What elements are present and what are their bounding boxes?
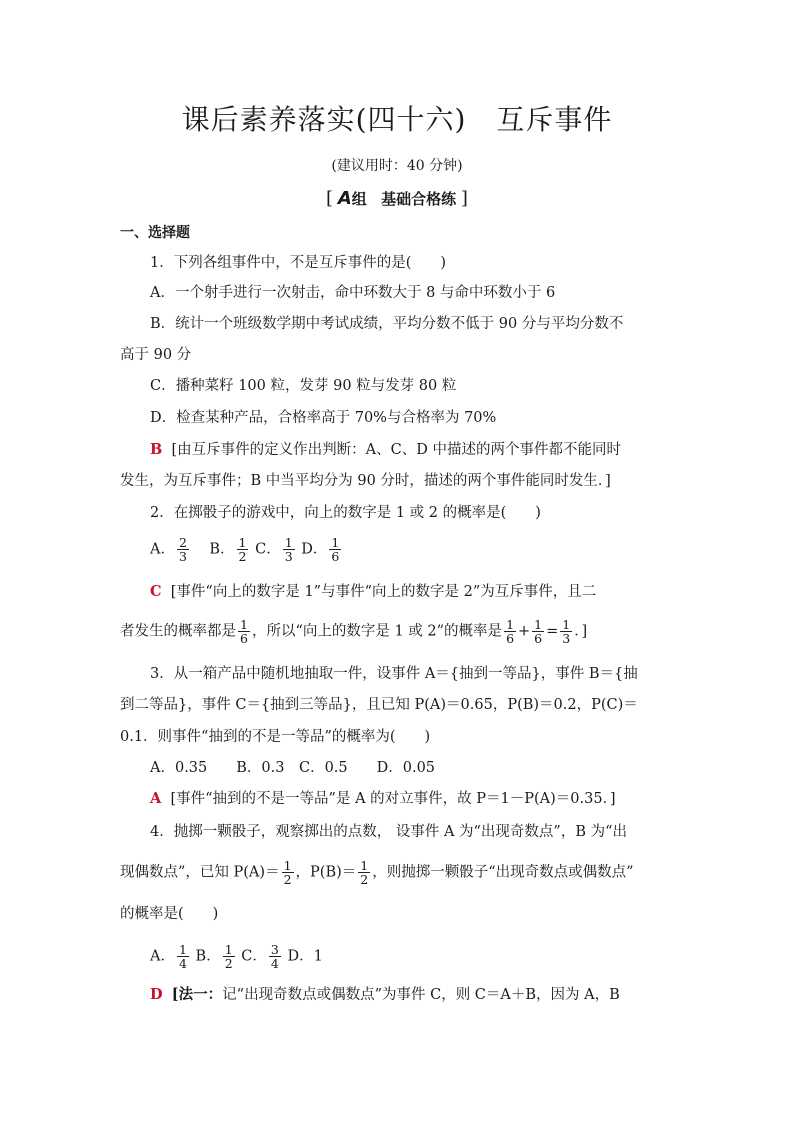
q3-answer: A — [150, 790, 162, 807]
q2-option-a-fraction: $\frac{2}{3}$ — [178, 535, 187, 564]
q1-option-a: A．一个射手进行一次射击，命中环数大于 8 与命中环数小于 6 — [150, 285, 556, 301]
q1-explanation-line1: B [由互斥事件的定义作出判断：A、C、D 中描述的两个事件都不能同时 — [150, 441, 621, 458]
q3-stem-line1: 3．从一箱产品中随机地抽取一件，设事件 A＝{抽到一等品}，事件 B＝{抽 — [150, 666, 638, 682]
title-sub: 互斥事件 — [496, 103, 613, 136]
group-heading: [ A组 基础合格练 ] — [326, 188, 468, 209]
q2-option-b-fraction: $\frac{1}{2}$ — [238, 535, 247, 564]
q2-stem: 2．在掷骰子的游戏中，向上的数字是 1 或 2 的概率是( ) — [150, 505, 541, 521]
q3-options: A．0.35 B．0.3 C．0.5 D．0.05 — [150, 760, 436, 776]
q4-stem-line2: 现偶数点”，已知 P(A)＝ $\frac{1}{2}$ ，P(B)＝ $\frac{1}{2}$ ，则抛掷一颗骰子“出现奇数点或偶数点” — [120, 858, 634, 887]
q3-stem-line2: 到二等品}，事件 C＝{抽到三等品}，且已知 P(A)＝0.65，P(B)＝0.2，P(C)＝ — [120, 697, 638, 713]
q2-option-d-fraction: $\frac{1}{6}$ — [331, 535, 340, 564]
page-title — [0, 98, 794, 138]
section-heading: 一、选择题 — [120, 225, 190, 241]
q4-answer: D — [150, 986, 163, 1003]
q1-option-c: C．播种菜籽 100 粒，发芽 90 粒与发芽 80 粒 — [150, 378, 457, 394]
q2-explanation-line1: C [事件“向上的数字是 1”与事件“向上的数字是 2”为互斥事件，且二 — [150, 583, 597, 600]
q1-explanation-line2: 发生，为互斥事件；B 中当平均分为 90 分时，描述的两个事件能同时发生．] — [120, 473, 611, 489]
q4-options: A． $\frac{1}{4}$ B． $\frac{1}{2}$ C． $\frac{3}{4}$ D．1 — [150, 942, 323, 971]
q3-stem-line3: 0.1．则事件“抽到的不是一等品”的概率为( ) — [120, 729, 431, 745]
q2-options: A． $\frac{2}{3}$ B． $\frac{1}{2}$ C． $\frac{1}{3}$ D． $\frac{1}{6}$ — [150, 535, 340, 564]
q2-explanation-line2: 者发生的概率都是 $\frac{1}{6}$ ，所以“向上的数字是 1 或 2”的概率是 $\frac{1}{6}$ + $\frac{1}{6}$ = $\frac{1}{3}$ ．] — [120, 617, 588, 646]
group-label: 组 — [351, 190, 367, 208]
q1-answer: B — [150, 441, 163, 458]
q4-explanation: D [法一：记“出现奇数点或偶数点”为事件 C，则 C＝A＋B，因为 A，B — [150, 986, 620, 1003]
q4-stem-line1: 4．抛掷一颗骰子，观察掷出的点数， 设事件 A 为“出现奇数点”，B 为“出 — [150, 824, 628, 840]
q1-option-b-line2: 高于 90 分 — [120, 347, 192, 363]
q3-explanation: A [事件“抽到的不是一等品”是 A 的对立事件，故 P＝1－P(A)＝0.35．] — [150, 790, 616, 807]
duration-note: (建议用时：40 分钟) — [331, 158, 463, 174]
q2-answer: C — [150, 583, 162, 600]
group-letter: A — [337, 188, 352, 209]
q1-option-d: D．检查某种产品，合格率高于 70%与合格率为 70% — [150, 410, 497, 426]
q1-stem: 1．下列各组事件中，不是互斥事件的是( ) — [150, 255, 447, 271]
q4-stem-line3: 的概率是( ) — [120, 906, 219, 922]
q2-option-c-fraction: $\frac{1}{3}$ — [284, 535, 293, 564]
title-main: 课后素养落实(四十六) — [181, 103, 467, 136]
group-name: 基础合格练 — [381, 190, 457, 208]
q1-option-b-line1: B．统计一个班级数学期中考试成绩，平均分数不低于 90 分与平均分数不 — [150, 316, 624, 332]
